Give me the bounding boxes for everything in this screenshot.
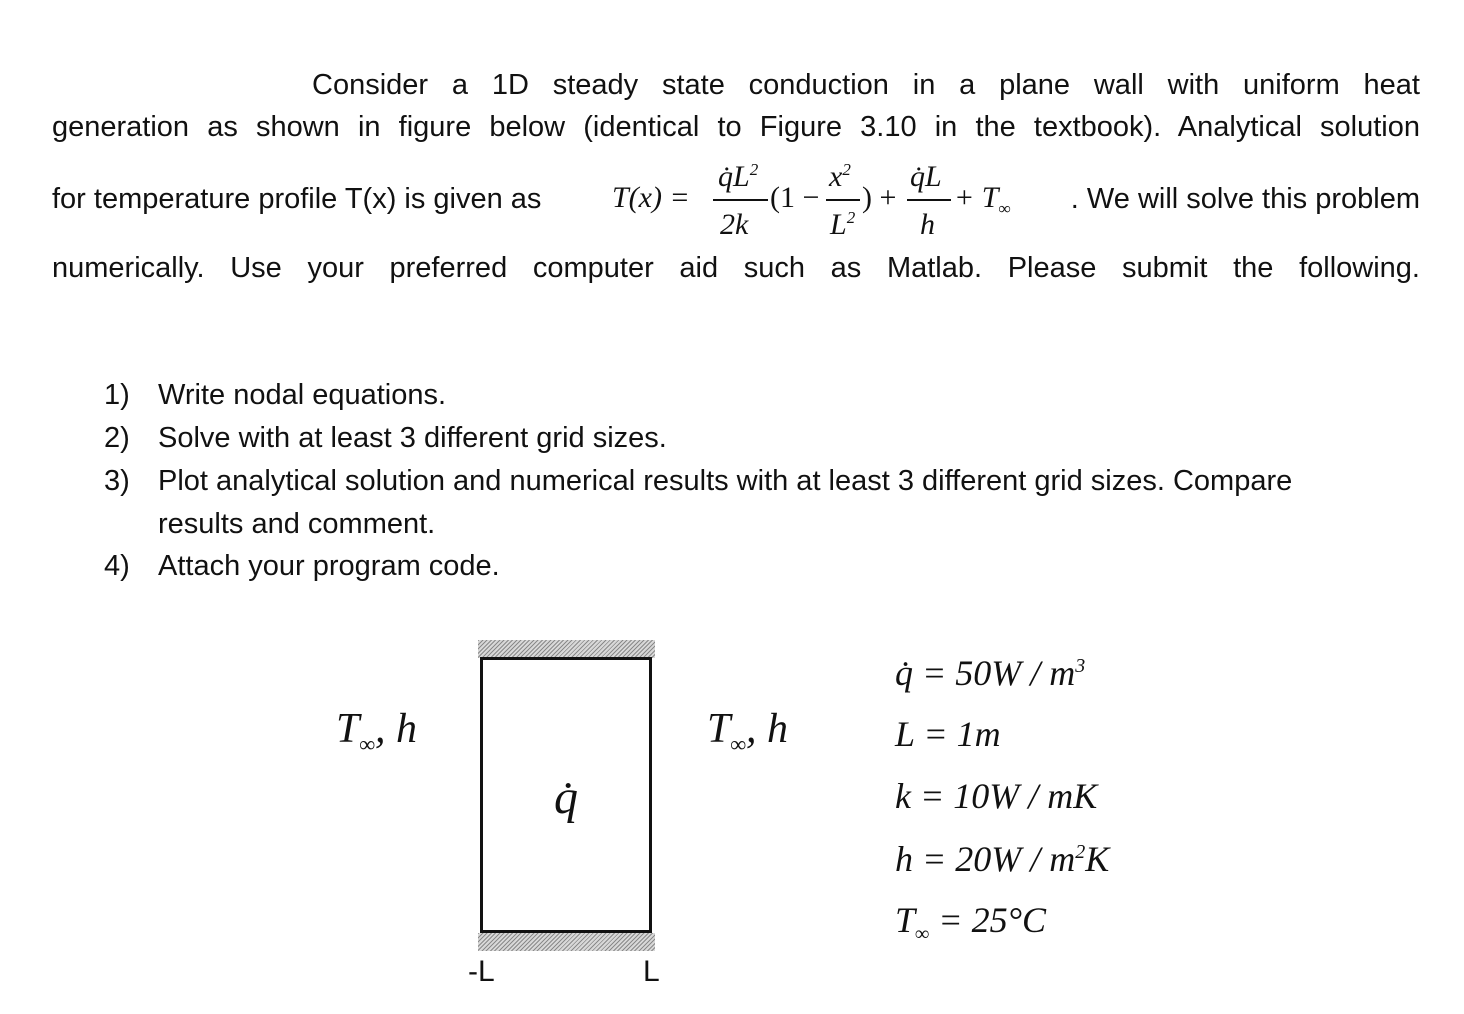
- formula-frac3-bar: [907, 199, 951, 201]
- top-insulation-hatch: [478, 640, 655, 658]
- paragraph-line-4: [52, 251, 1420, 285]
- task-text-4: Attach your program code.: [158, 550, 500, 582]
- task-text-3: Plot analytical solution and numerical results with at least 3 different grid sizes. Compare: [158, 465, 1293, 497]
- param-h: $h = 20W / m^2K$: [895, 839, 1110, 879]
- formula-frac3-den: h: [920, 208, 935, 241]
- formula-tail: + $T_\infty$: [954, 181, 1011, 218]
- formula-paren-open: (1 −: [770, 181, 820, 214]
- task-number-3: 3): [104, 465, 130, 497]
- axis-left-label: -L: [468, 955, 495, 988]
- param-T-infinity: $T_\infty = 25^\circ C$: [895, 900, 1046, 946]
- formula-paren-close: ) +: [862, 181, 897, 214]
- task-text-2: Solve with at least 3 different grid sizes.: [158, 422, 667, 454]
- formula-frac1-den: 2k: [720, 208, 749, 241]
- paragraph-line-2-text: generation as shown in figure below (identical to Figure 3.10 in the textbook). Analytical solution: [52, 111, 1420, 143]
- formula-frac2-num: $x^2$: [829, 160, 851, 193]
- task-text-1: Write nodal equations.: [158, 379, 447, 411]
- task-number-4: 4): [104, 550, 130, 582]
- paragraph-line-3-tail: . We will solve this problem: [1070, 183, 1420, 215]
- task-number-2: 2): [104, 422, 130, 454]
- task-number-1: 1): [104, 379, 130, 411]
- paragraph-line-3-after: [1030, 182, 1420, 216]
- formula-frac2-bar: [826, 199, 860, 201]
- paragraph-line-3-lead: for temperature profile T(x) is given as: [52, 183, 542, 215]
- bottom-insulation-hatch: [478, 933, 655, 951]
- paragraph-line-3-before: [52, 182, 612, 216]
- task-text-3-continued: results and comment.: [158, 508, 436, 540]
- formula-frac2-den: $L^2$: [830, 208, 856, 241]
- formula-frac1-bar: [713, 199, 768, 201]
- param-q-dot: q̇ = $50W / m^3$: [895, 653, 1086, 693]
- formula-lhs: T(x) =: [612, 181, 690, 214]
- axis-right-label: L: [643, 955, 660, 988]
- paragraph-line-2: [52, 110, 1420, 144]
- paragraph-line-1-text: Consider a 1D steady state conduction in a plane wall with uniform heat: [312, 69, 1420, 101]
- param-L: L = 1m: [895, 714, 1001, 754]
- left-ambient-label: $T_\infty$, h: [336, 706, 418, 757]
- paragraph-line-4-text: numerically. Use your preferred computer aid such as Matlab. Please submit the following.: [52, 252, 1420, 284]
- formula-frac3-num: q̇L: [910, 160, 942, 193]
- right-ambient-label: $T_\infty$, h: [707, 706, 789, 757]
- formula-frac1-num: $q̇L^2$: [718, 160, 759, 193]
- param-k: k = 10W / mK: [895, 776, 1098, 816]
- paragraph-line-1: [312, 68, 1420, 102]
- heat-generation-label: q̇: [554, 771, 578, 824]
